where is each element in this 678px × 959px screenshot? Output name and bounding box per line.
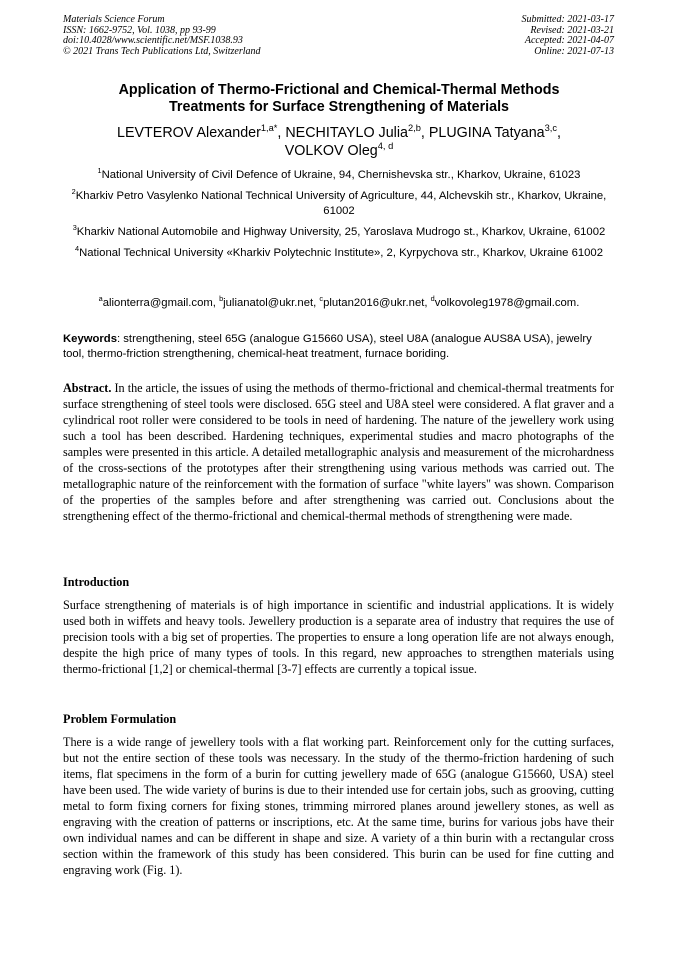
author-superscript: 1,a* [260, 123, 278, 134]
doi-line[interactable]: doi:10.4028/www.scientific.net/MSF.1038.93 [63, 35, 243, 46]
author-name: NECHITAYLO Julia [285, 125, 408, 141]
author-superscript: 3,c [544, 123, 557, 134]
author-line-2 [30, 142, 648, 160]
affiliation-item [55, 168, 623, 183]
author-separator: , [420, 125, 429, 141]
email-link[interactable]: volkovoleg1978@gmail.com [434, 297, 577, 309]
email-list [40, 296, 638, 311]
affiliation-text: Kharkiv Petro Vasylenko National Technical University of Agriculture, 44, Alchevskih str., Kharkov, Ukraine, 61002 [75, 190, 607, 217]
author-separator: , [277, 125, 286, 141]
affiliation-number: 1 [97, 166, 102, 176]
section-heading-introduction: Introduction [63, 575, 130, 589]
author-list [30, 124, 648, 160]
email-separator: . [576, 297, 580, 309]
abstract-text: In the article, the issues of using the methods of thermo-frictional and chemical-thermal treatments for surface strengthening of steel tools were disclosed. 65G steel and U8A steel were considered. A flat graver and a cylindrical root roller were considered to be tools in need of hardening. The nature of the jewellery work using such a tool has been described. Hardening techniques, experimental studies and macro photographs of the samples were presented in this article. A detailed metallographic analysis and measurement of the microhardness of the cross-sections of the prototypes after their strengthening using various methods was carried out. The metallographic nature of the reinforcement with the formation of surface "white layers" was shown. Comparison of the properties of the samples before and after strengthening was carried out. Conclusions about the strengthening effect of the thermo-frictional and chemical-thermal methods of strengthening were made. [63, 381, 614, 523]
author-name: VOLKOV Oleg [284, 143, 378, 159]
author-name: PLUGINA Tatyana [428, 125, 545, 141]
section-heading-problem-formulation: Problem Formulation [63, 712, 177, 726]
affiliation-list [55, 168, 623, 267]
affiliation-text: Kharkiv National Automobile and Highway University, 25, Yaroslava Mudrogo st., Kharkov, Ukraine, 61002 [76, 226, 606, 238]
journal-header-right [522, 15, 615, 57]
affiliation-number: 4 [75, 244, 80, 254]
email-superscript: d [430, 294, 435, 304]
issn-line: ISSN: 1662-9752, Vol. 1038, pp 93-99 [63, 24, 216, 36]
email-link[interactable]: alionterra@gmail.com [102, 297, 213, 309]
submitted-date: Submitted: 2021-03-17 [521, 14, 614, 25]
abstract-paragraph [63, 380, 614, 524]
keywords-text: : strengthening, steel 65G (analogue G15660 USA), steel U8A (analogue AUS8A USA), jewelry tool, thermo-friction strengthening, chemical-heat treatment, furnace boriding. [63, 333, 592, 360]
affiliation-text: National Technical University «Kharkiv Polytechnic Institute», 2, Kyrpychova str., Kharkov, Ukraine 61002 [79, 247, 603, 259]
online-date: Online: 2021-07-13 [534, 45, 614, 57]
affiliation-number: 2 [71, 187, 76, 197]
author-line-1 [30, 124, 648, 142]
problem-formulation-paragraph: There is a wide range of jewellery tools with a flat working part. Reinforcement only for the cutting surfaces, but not the entire section of these tools was necessary. In the study of the thermo-friction hardening of such items, flat specimens in the form of a burin for cutting jewellery made of 65G (analogue G15660, USA) steel have been used. The wide variety of burins is due to their intended use for certain jobs, such as grooving, cutting metal to form fixing corners for fixing stones, trimming mirrored planes around jewellery stones, as well as engraving with the creation of patterns or inscriptions, etc. At the same time, burins for various jobs have their own individual names and can be different in shape and size. A variety of a thin burin with a rectangular cross section within the framework of this study has been considered. This burin can be used for fine cutting and engraving work (Fig. 1). [63, 735, 614, 877]
affiliation-item [55, 189, 623, 219]
author-superscript: 4, d [377, 141, 394, 152]
author-superscript: 2,b [407, 123, 421, 134]
journal-name: Materials Science Forum [63, 14, 165, 25]
affiliation-item [55, 246, 623, 261]
revised-date: Revised: 2021-03-21 [530, 24, 614, 36]
paper-title [40, 82, 638, 116]
accepted-date: Accepted: 2021-04-07 [524, 35, 614, 46]
affiliation-text: National University of Civil Defence of Ukraine, 94, Chernishevska str., Kharkov, Ukraine, 61023 [101, 169, 581, 181]
email-separator: , [212, 297, 220, 309]
email-separator: , [424, 297, 431, 309]
abstract-label: Abstract. [63, 381, 112, 395]
title-line-2: Treatments for Surface Strengthening of Materials [168, 99, 510, 115]
keywords-paragraph [63, 332, 615, 362]
email-separator: , [313, 297, 320, 309]
copyright-line: © 2021 Trans Tech Publications Ltd, Switzerland [63, 45, 261, 57]
author-name: LEVTEROV Alexander [117, 125, 261, 141]
introduction-paragraph: Surface strengthening of materials is of high importance in scientific and industrial applications. It is widely used both in wiffets and heavy tools. Jewellery production is a separate area of industry that requires the use of precision tools with a big set of properties. The properties to ensure a long operation life are not always enough, despite the high price of many types of tools. In this regard, new approaches to strengthen materials using thermo-frictional [1,2] or chemical-thermal [3-7] effects are currently a topical issue. [63, 598, 614, 676]
affiliation-number: 3 [72, 223, 77, 233]
email-superscript: b [219, 294, 224, 304]
title-line-1: Application of Thermo-Frictional and Chemical-Thermal Methods [118, 82, 560, 98]
author-separator: , [556, 125, 561, 141]
email-link[interactable]: julianatol@ukr.net [223, 297, 314, 309]
email-link[interactable]: plutan2016@ukr.net [323, 297, 425, 309]
keywords-label: Keywords [63, 333, 117, 345]
journal-header-left [63, 15, 261, 57]
email-superscript: a [98, 294, 103, 304]
email-superscript: c [319, 294, 324, 304]
affiliation-item [55, 225, 623, 240]
